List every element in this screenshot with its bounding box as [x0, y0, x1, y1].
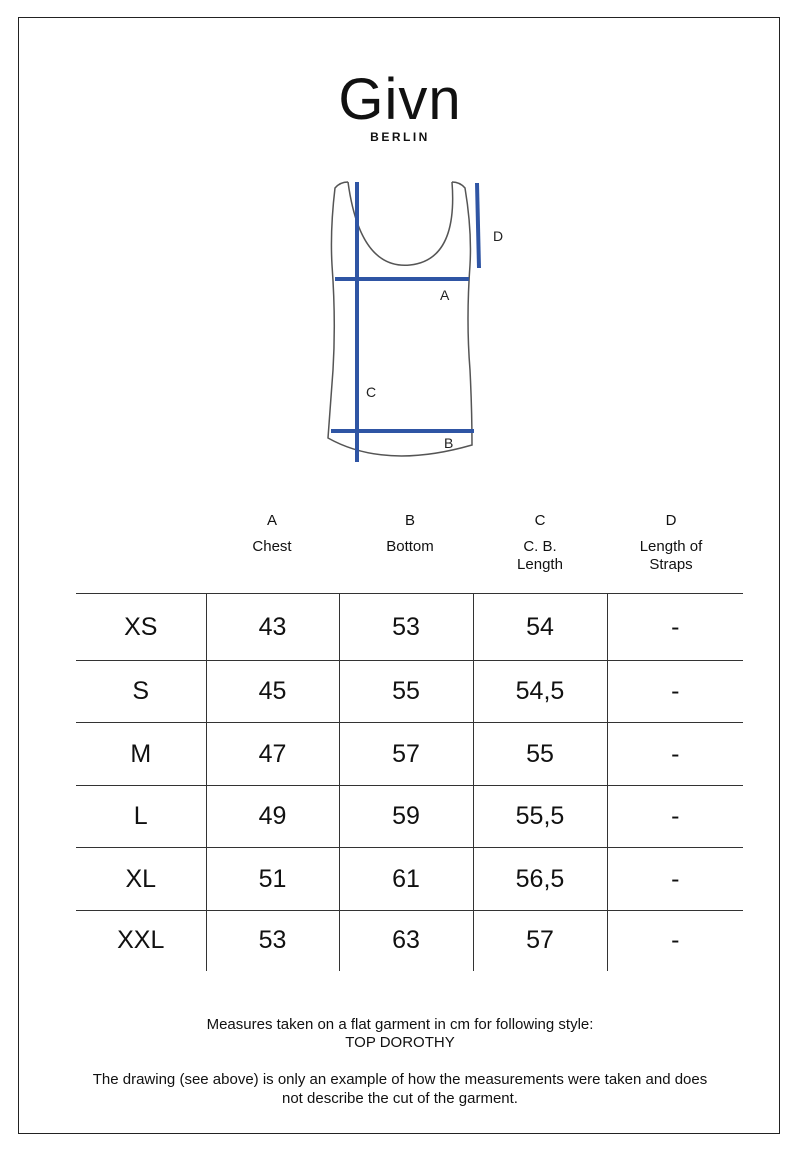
column-header-d: D Length of Straps	[639, 512, 703, 573]
column-header-b: B Bottom	[386, 512, 434, 555]
brand-subtitle: BERLIN	[370, 130, 430, 144]
table-row	[76, 848, 743, 911]
neckline-outline	[348, 182, 453, 265]
table-cell: -	[607, 786, 743, 848]
table-cell: 63	[339, 911, 473, 971]
table-cell: 45	[206, 661, 339, 723]
table-cell: 49	[206, 786, 339, 848]
table-row	[76, 594, 743, 661]
table-cell: 53	[339, 594, 473, 661]
table-row	[76, 723, 743, 786]
size-label: L	[76, 786, 206, 848]
column-header-a: A Chest	[252, 512, 292, 555]
tank-top-drawing	[300, 170, 540, 470]
label-b: B	[444, 435, 454, 451]
size-label: XS	[76, 594, 206, 661]
table-cell: 43	[206, 594, 339, 661]
table-cell: 53	[206, 911, 339, 971]
table-cell: 57	[473, 911, 607, 971]
size-label: S	[76, 661, 206, 723]
size-table	[76, 593, 743, 971]
table-row	[76, 661, 743, 723]
table-cell: 56,5	[473, 848, 607, 911]
table-cell: -	[607, 661, 743, 723]
note-style-name: TOP DOROTHY	[345, 1034, 455, 1051]
table-cell: 55	[473, 723, 607, 786]
table-cell: 47	[206, 723, 339, 786]
label-d: D	[493, 228, 504, 244]
note-line-4: not describe the cut of the garment.	[282, 1090, 518, 1107]
table-cell: 55	[339, 661, 473, 723]
size-label: XL	[76, 848, 206, 911]
size-label: M	[76, 723, 206, 786]
table-cell: 59	[339, 786, 473, 848]
table-cell: -	[607, 911, 743, 971]
table-cell: -	[607, 723, 743, 786]
table-cell: 54	[473, 594, 607, 661]
label-a: A	[440, 287, 450, 303]
measure-line-d	[477, 183, 479, 268]
table-row	[76, 911, 743, 971]
table-cell: 55,5	[473, 786, 607, 848]
table-cell: -	[607, 848, 743, 911]
table-row	[76, 786, 743, 848]
brand-logo: Givn	[338, 67, 462, 132]
size-label: XXL	[76, 911, 206, 971]
table-cell: 54,5	[473, 661, 607, 723]
note-line-1: Measures taken on a flat garment in cm for following style:	[206, 1016, 594, 1033]
table-cell: -	[607, 594, 743, 661]
table-cell: 57	[339, 723, 473, 786]
label-c: C	[366, 384, 377, 400]
table-cell: 51	[206, 848, 339, 911]
table-cell: 61	[339, 848, 473, 911]
column-header-c: C C. B. Length	[517, 512, 563, 573]
note-line-3: The drawing (see above) is only an example of how the measurements were taken and does	[92, 1071, 708, 1088]
